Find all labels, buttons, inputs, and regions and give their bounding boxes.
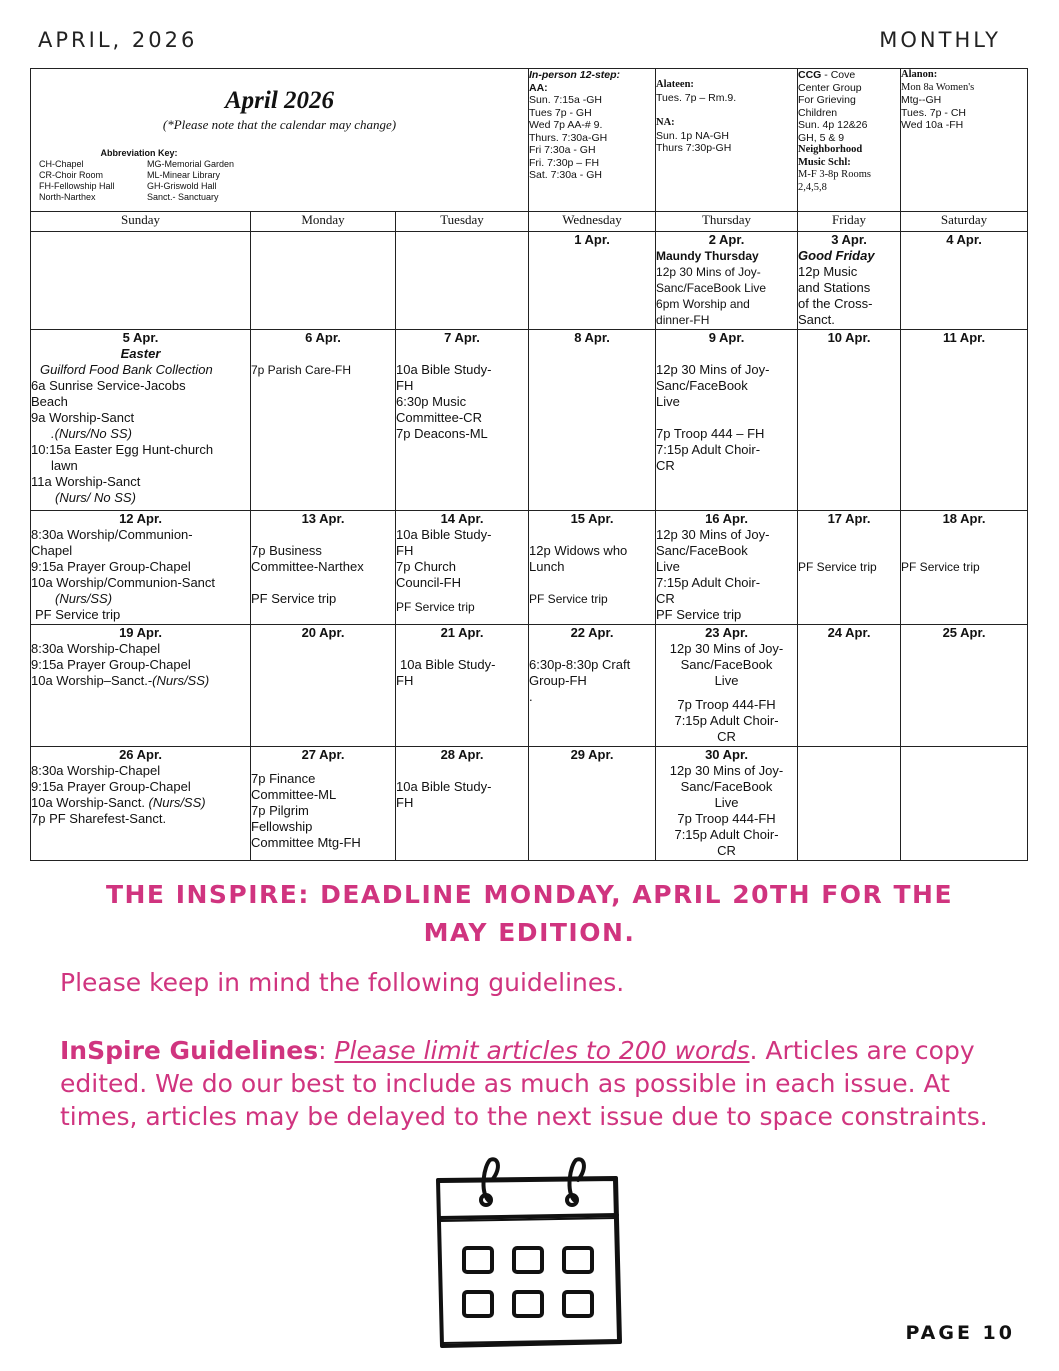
calendar-icon — [428, 1152, 630, 1352]
event-line: 7p Finance — [251, 771, 316, 786]
event-line: 7:15p Adult Choir- — [674, 713, 779, 728]
day-cell-empty — [396, 232, 529, 330]
day-header-wednesday: Wednesday — [529, 212, 656, 232]
abbr-item: CR-Choir Room — [39, 170, 104, 180]
day-cell-apr-24 — [798, 625, 901, 747]
group-line: Sat. 7:30a - GH — [529, 169, 602, 181]
event-line: 9a Worship-Sanct — [31, 410, 135, 425]
event-line: Sanc/FaceBook — [680, 657, 773, 672]
event-line: PF Service trip — [798, 560, 877, 574]
event-line: 7p Church — [396, 559, 456, 574]
day-cell-apr-30 — [656, 747, 798, 861]
event-line: FH — [396, 673, 414, 688]
guidelines-label: InSpire Guidelines — [60, 1036, 319, 1065]
event-line: Guilford Food Bank Collection — [40, 362, 213, 377]
group-line: Wed 10a -FH — [901, 119, 964, 131]
guidelines-text — [60, 1034, 1010, 1133]
event-line: Committee-ML — [251, 787, 337, 802]
event-line: 6:30p Music — [396, 394, 467, 409]
event-line: 10a Bible Study- — [396, 362, 492, 377]
day-cell-apr-18 — [901, 511, 1028, 625]
event-line: 8:30a Worship/Communion- — [31, 527, 193, 542]
abbr-item: CH-Chapel — [39, 159, 84, 169]
day-date: 30 Apr. — [705, 747, 748, 762]
abbr-item: ML-Minear Library — [147, 170, 221, 180]
group-line: Fri. 7:30p – FH — [529, 156, 600, 169]
day-header-monday: Monday — [251, 212, 396, 232]
event-line: 7p Business — [251, 543, 322, 558]
event-line: 10:15a Easter Egg Hunt-church — [31, 442, 214, 457]
event-line: (Nurs/SS) — [148, 795, 206, 810]
day-date: 25 Apr. — [942, 625, 986, 640]
group-line: Music Schl: — [798, 156, 851, 168]
group-ccg — [798, 69, 901, 212]
day-date: 13 Apr. — [301, 511, 345, 526]
day-cell-empty — [31, 232, 251, 330]
day-cell-apr-29 — [529, 747, 656, 861]
day-date: 4 Apr. — [946, 232, 982, 247]
day-date: 28 Apr. — [440, 747, 484, 762]
deadline-banner — [60, 876, 999, 952]
event-line: PF Service trip — [529, 592, 608, 606]
day-title: Easter — [120, 346, 161, 361]
event-line: 10a Worship–Sanct.- — [31, 673, 153, 688]
group-line: Tues 7p - GH — [529, 106, 592, 119]
group-title: CCG — [798, 69, 822, 81]
group-line: Mon 8a Women's — [901, 81, 975, 93]
abbr-item: FH-Fellowship Hall — [39, 181, 115, 191]
day-header-thursday: Thursday — [656, 212, 798, 232]
abbreviation-key — [39, 148, 259, 203]
event-line: Live — [714, 795, 739, 810]
day-date: 18 Apr. — [942, 511, 986, 526]
day-date: 29 Apr. — [570, 747, 614, 762]
day-date: 17 Apr. — [827, 511, 871, 526]
group-line: For Grieving — [798, 94, 856, 106]
event-line: Live — [656, 559, 680, 574]
group-line: M-F 3-8p Rooms — [798, 169, 871, 180]
day-cell-apr-17 — [798, 511, 901, 625]
day-date: 26 Apr. — [119, 747, 162, 762]
group-line: Center Group — [798, 81, 862, 94]
day-date: 24 Apr. — [827, 625, 871, 640]
day-cell-apr-15 — [529, 511, 656, 625]
day-date: 7 Apr. — [444, 330, 480, 345]
event-line: (Nurs/ No SS) — [55, 490, 136, 505]
day-date: 21 Apr. — [440, 625, 484, 640]
event-line: 7p PF Sharefest-Sanct. — [31, 811, 167, 826]
event-line: and Stations — [798, 280, 871, 295]
event-line: PF Service trip — [35, 607, 121, 622]
event-line: CR — [656, 591, 675, 606]
event-line: CR — [717, 843, 736, 858]
calendar-note: (*Please note that the calendar may change) — [162, 117, 397, 132]
event-line: (Nurs/SS) — [55, 591, 113, 606]
day-cell-apr-28 — [396, 747, 529, 861]
event-line: Chapel — [31, 543, 73, 558]
day-cell-apr-16 — [656, 511, 798, 625]
day-title: Maundy Thursday — [656, 249, 759, 263]
day-cell-apr-23 — [656, 625, 798, 747]
guidelines-rest: . Articles are copy edited. We do our best to include as much as possible in each issue. At times, articles may be delayed to the next issue due to space constraints. — [60, 1036, 988, 1131]
group-line: Tues. 7p – Rm.9. — [656, 91, 737, 104]
group-title: NA: — [656, 117, 675, 128]
event-line: 10a Bible Study- — [400, 657, 496, 672]
event-line: PF Service trip — [656, 607, 742, 622]
day-title: Good Friday — [798, 248, 875, 263]
day-cell-apr-11 — [901, 330, 1028, 511]
event-line: 8:30a Worship-Chapel — [31, 641, 161, 656]
group-line: Mtg--GH — [901, 94, 942, 106]
event-line: PF Service trip — [901, 560, 980, 574]
event-line: Committee Mtg-FH — [251, 835, 361, 850]
day-date: 3 Apr. — [831, 232, 867, 247]
day-date: 6 Apr. — [305, 330, 341, 345]
event-line: 12p 30 Mins of Joy- — [656, 362, 770, 377]
event-line: Beach — [31, 394, 68, 409]
guidelines-colon: : — [318, 1036, 335, 1065]
calendar-table — [30, 68, 1028, 861]
page-number: PAGE 10 — [905, 1322, 1015, 1344]
guidelines-word-limit: Please limit articles to 200 words — [334, 1036, 750, 1065]
abbr-item: MG-Memorial Garden — [147, 159, 235, 169]
event-line: 9:15a Prayer Group-Chapel — [31, 559, 191, 574]
day-date: 16 Apr. — [705, 511, 748, 526]
day-cell-apr-27 — [251, 747, 396, 861]
day-cell-apr-3 — [798, 232, 901, 330]
event-line: 6pm Worship and — [656, 297, 750, 311]
event-line: 9:15a Prayer Group-Chapel — [31, 657, 191, 672]
event-line: 6a Sunrise Service-Jacobs — [31, 378, 186, 393]
event-line: Sanc/FaceBook Live — [656, 281, 767, 295]
day-date: 2 Apr. — [708, 232, 745, 247]
event-line: FH — [396, 795, 414, 810]
day-cell-apr-9 — [656, 330, 798, 511]
event-line: 10a Bible Study- — [396, 779, 492, 794]
event-line: 10a Worship-Sanct. — [31, 795, 149, 810]
day-cell-apr-10 — [798, 330, 901, 511]
day-header-tuesday: Tuesday — [396, 212, 529, 232]
group-alateen — [656, 69, 798, 212]
event-line: 7p Troop 444 – FH — [656, 426, 765, 441]
event-line: Lunch — [529, 559, 565, 574]
day-cell-apr-4 — [901, 232, 1028, 330]
day-date: 1 Apr. — [574, 232, 610, 247]
event-line: CR — [717, 729, 736, 744]
event-line: Group-FH — [529, 673, 587, 688]
header-month: APRIL, 2026 — [38, 28, 198, 52]
group-line: Tues. 7p - CH — [901, 106, 966, 119]
event-line: Committee-CR — [396, 410, 482, 425]
group-alanon — [901, 69, 1028, 212]
event-line: 10a Bible Study- — [396, 527, 492, 542]
group-line: Thurs 7:30p-GH — [656, 142, 732, 154]
day-cell-apr-2 — [656, 232, 798, 330]
event-line: PF Service trip — [396, 600, 475, 614]
header-section: MONTHLY — [879, 28, 1001, 52]
day-cell-empty — [901, 747, 1028, 861]
day-date: 11 Apr. — [942, 330, 986, 345]
group-heading: AA: — [529, 81, 548, 94]
event-line: CR — [656, 458, 675, 473]
event-line: FH — [396, 378, 414, 393]
day-cell-apr-14 — [396, 511, 529, 625]
group-title-rest: - Cove — [821, 69, 856, 81]
abbr-item: Sanct.- Sanctuary — [147, 192, 219, 202]
event-line: 7p Parish Care-FH — [251, 363, 352, 377]
event-line: Sanc/FaceBook — [680, 779, 773, 794]
event-line: . — [529, 689, 533, 704]
event-line: 7p Deacons-ML — [396, 426, 488, 441]
calendar-title-cell — [31, 69, 529, 212]
event-line: 7:15p Adult Choir- — [656, 575, 761, 590]
event-line: 11a Worship-Sanct — [31, 474, 141, 489]
day-cell-apr-21 — [396, 625, 529, 747]
event-line: 7p Pilgrim — [251, 803, 309, 818]
group-line: Sun. 1p NA-GH — [656, 129, 729, 142]
event-line: 12p Widows who — [529, 543, 628, 558]
group-line: Thurs. 7:30a-GH — [529, 131, 608, 144]
group-line: Children — [798, 106, 838, 119]
day-header-saturday: Saturday — [901, 212, 1028, 232]
day-cell-apr-7 — [396, 330, 529, 511]
day-cell-apr-6 — [251, 330, 396, 511]
event-line: 8:30a Worship-Chapel — [31, 763, 161, 778]
abbreviation-key-title: Abbreviation Key: — [100, 148, 178, 158]
day-date: 27 Apr. — [301, 747, 345, 762]
day-date: 22 Apr. — [570, 625, 614, 640]
group-line: GH, 5 & 9 — [798, 131, 845, 144]
day-cell-apr-22 — [529, 625, 656, 747]
day-date: 12 Apr. — [119, 511, 162, 526]
event-line: 6:30p-8:30p Craft — [529, 657, 631, 672]
event-line: 12p 30 Mins of Joy- — [656, 527, 770, 542]
day-date: 15 Apr. — [570, 511, 614, 526]
event-line: 12p Music — [798, 264, 858, 279]
event-line: dinner-FH — [656, 313, 710, 327]
event-line: Sanct. — [798, 312, 835, 327]
event-line: Live — [656, 394, 680, 409]
group-title: In-person 12-step: — [529, 69, 621, 81]
event-line: 12p 30 Mins of Joy- — [656, 265, 761, 279]
event-line: 12p 30 Mins of Joy- — [669, 641, 784, 656]
abbr-item: North-Narthex — [39, 192, 96, 202]
event-line: Sanc/FaceBook — [656, 543, 748, 558]
deadline-line: THE INSPIRE: DEADLINE MONDAY, APRIL 20TH FOR THE — [105, 880, 954, 909]
day-cell-apr-13 — [251, 511, 396, 625]
day-cell-apr-5 — [31, 330, 251, 511]
event-line: lawn — [51, 458, 78, 473]
day-cell-apr-19 — [31, 625, 251, 747]
day-date: 14 Apr. — [440, 511, 484, 526]
event-line: (Nurs/SS) — [152, 673, 210, 688]
abbr-item: GH-Griswold Hall — [147, 181, 217, 191]
day-cell-apr-8 — [529, 330, 656, 511]
event-line: Council-FH — [396, 575, 462, 590]
day-date: 8 Apr. — [574, 330, 610, 345]
calendar-title: April 2026 — [224, 87, 335, 114]
day-cell-apr-20 — [251, 625, 396, 747]
event-line: Sanc/FaceBook — [656, 378, 748, 393]
group-line: Sun. 7:15a -GH — [529, 94, 602, 106]
day-header-sunday: Sunday — [31, 212, 251, 232]
day-date: 5 Apr. — [122, 330, 159, 345]
guidelines-intro: Please keep in mind the following guidelines. — [60, 968, 625, 997]
day-cell-apr-26 — [31, 747, 251, 861]
deadline-line: MAY EDITION. — [423, 918, 636, 947]
group-title: Alateen: — [656, 79, 694, 90]
day-cell-empty — [798, 747, 901, 861]
group-line: Fri 7:30a - GH — [529, 144, 596, 156]
group-line: 2,4,5,8 — [798, 181, 827, 193]
event-line: 7p Troop 444-FH — [677, 811, 776, 826]
day-date: 23 Apr. — [705, 625, 748, 640]
day-date: 20 Apr. — [301, 625, 345, 640]
day-cell-apr-25 — [901, 625, 1028, 747]
day-header-friday: Friday — [798, 212, 901, 232]
group-title: Alanon: — [901, 69, 938, 80]
event-line: 7p Troop 444-FH — [677, 697, 776, 712]
day-date: 19 Apr. — [119, 625, 162, 640]
group-title: Neighborhood — [798, 144, 863, 155]
event-line: 12p 30 Mins of Joy- — [669, 763, 784, 778]
event-line: PF Service trip — [251, 591, 337, 606]
event-line: .(Nurs/No SS) — [51, 426, 132, 441]
day-cell-apr-1 — [529, 232, 656, 330]
day-date: 10 Apr. — [827, 330, 871, 345]
event-line: FH — [396, 543, 414, 558]
group-line: Sun. 4p 12&26 — [798, 119, 868, 131]
event-line: Live — [714, 673, 739, 688]
group-twelve-step — [529, 69, 656, 212]
event-line: 9:15a Prayer Group-Chapel — [31, 779, 191, 794]
day-cell-apr-12 — [31, 511, 251, 625]
event-line: 10a Worship/Communion-Sanct — [31, 575, 216, 590]
event-line: Committee-Narthex — [251, 559, 364, 574]
event-line: Fellowship — [251, 819, 313, 834]
day-cell-empty — [251, 232, 396, 330]
event-line: 7:15p Adult Choir- — [674, 827, 779, 842]
event-line: of the Cross- — [798, 296, 873, 311]
group-line: Wed 7p AA-# 9. — [529, 119, 603, 131]
day-date: 9 Apr. — [708, 330, 745, 345]
event-line: 7:15p Adult Choir- — [656, 442, 761, 457]
